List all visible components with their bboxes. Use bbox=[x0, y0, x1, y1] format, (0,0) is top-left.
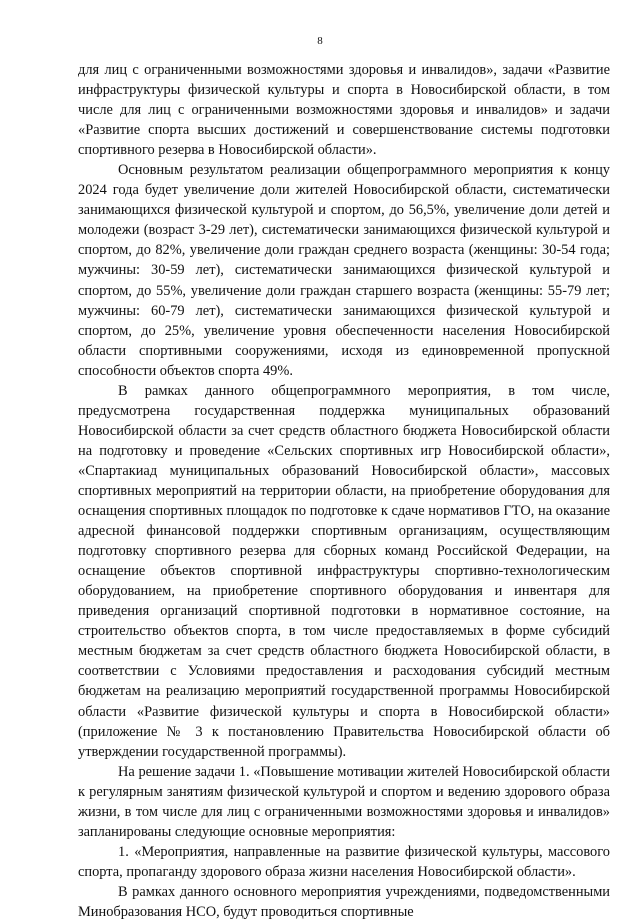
paragraph: На решение задачи 1. «Повышение мотивации жителей Новосибирской области к регулярным занятиям физической культурой и спортом и ведению здорового образа жизни, в том числе для лиц с ограниченными возможностями здоровья и инвалидов» запланированы следующие основные мероприятия: bbox=[78, 763, 610, 840]
paragraph: 1. «Мероприятия, направленные на развитие физической культуры, массового спорта, пропаганду здорового образа жизни населения Новосибирской области». bbox=[78, 843, 610, 880]
paragraph: В рамках данного основного мероприятия учреждениями, подведомственными Минобразования НСО, будут проводиться спортивные bbox=[78, 883, 610, 920]
document-body bbox=[78, 60, 610, 922]
paragraph: Основным результатом реализации общепрограммного мероприятия к концу 2024 года будет увеличение доли жителей Новосибирской области, систематически занимающихся физической культурой и спортом, до 56,5%, увеличение доли детей и молодежи (возраст 3-29 лет), систематически занимающихся физической культурой и спортом, до 82%, увеличение доли граждан среднего возраста (женщины: 30-54 года; мужчины: 30-59 лет), систематически занимающихся физической культурой и спортом, до 55%, увеличение доли граждан старшего возраста (женщины: 55-79 лет; мужчины: 60-79 лет), систематически занимающихся физической культурой и спортом, до 25%, увеличение уровня обеспеченности населения Новосибирской области спортивными сооружениями, исходя из единовременной пропускной способности объектов спорта 49%. bbox=[78, 162, 610, 379]
paragraph: В рамках данного общепрограммного мероприятия, в том числе, предусмотрена государственная поддержка муниципальных образований Новосибирской области за счет средств областного бюджета Новосибирской области на подготовку и проведение «Сельских спортивных игр Новосибирской области», «Спартакиад муниципальных образований Новосибирской области», массовых спортивных мероприятий на территории области, на приобретение оборудования для оснащения спортивных площадок по подготовке к сдаче нормативов ГТО, на оказание адресной финансовой поддержки спортивным организациям, осуществляющим подготовку спортивного резерва для сборных команд Российской Федерации, на оснащение объектов спортивной инфраструктуры спортивно-технологическим оборудованием, на приобретение спортивного оборудования и инвентаря для приведения организаций спортивной подготовки в нормативное состояние, на строительство объектов спорта, в том числе предоставляемых в форме субсидий местным бюджетам за счет средств областного бюджета Новосибирской области, в соответствии с Условиями предоставления и расходования субсидий местным бюджетам на реализацию мероприятий государственной программы Новосибирской области «Развитие физической культуры и спорта в Новосибирской области» (приложение № 3 к постановлению Правительства Новосибирской области об утверждении государственной программы). bbox=[78, 382, 610, 760]
page-number: 8 bbox=[317, 35, 323, 47]
paragraph: для лиц с ограниченными возможностями здоровья и инвалидов», задачи «Развитие инфраструктуры физической культуры и спорта в Новосибирской области, в том числе для лиц с ограниченными возможностями здоровья и инвалидов» и задачи «Развитие спорта высших достижений и совершенствование системы подготовки спортивного резерва в Новосибирской области». bbox=[78, 62, 610, 159]
